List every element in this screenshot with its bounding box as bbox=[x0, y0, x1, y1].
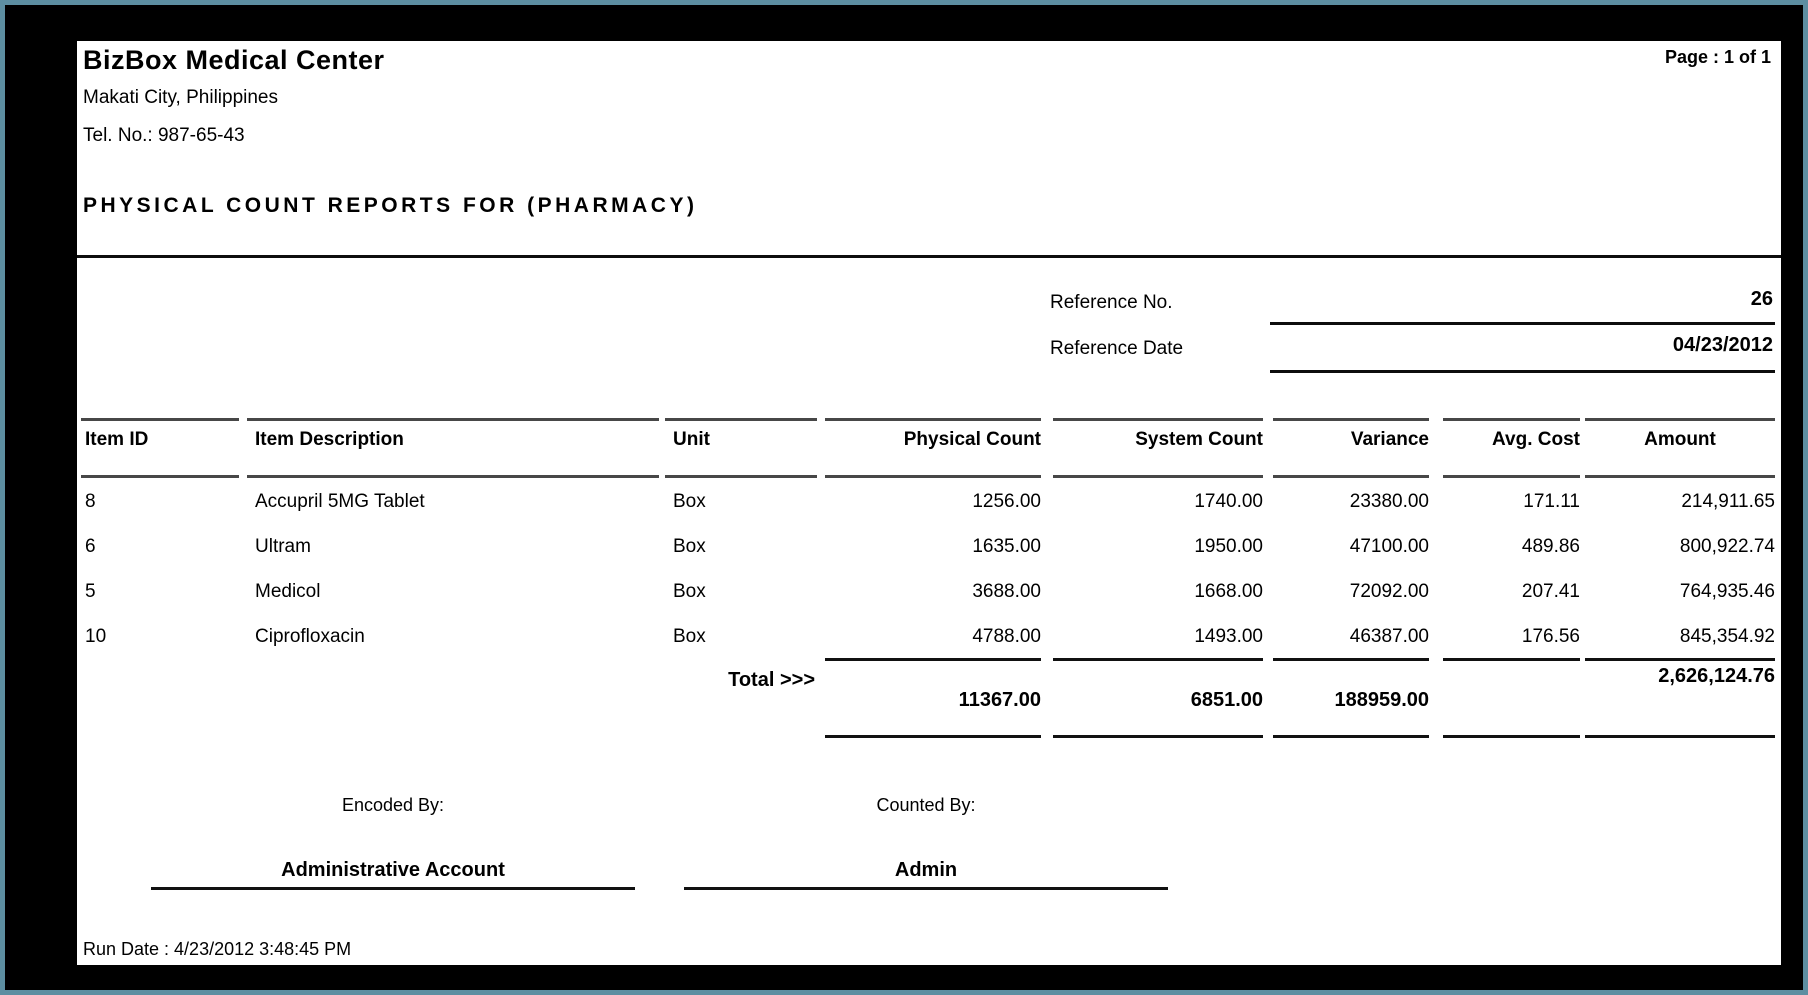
cell-system-count: 1668.00 bbox=[1194, 581, 1263, 602]
rule-segment bbox=[1053, 475, 1263, 478]
title-rule bbox=[77, 255, 1781, 258]
cell-amount: 214,911.65 bbox=[1681, 491, 1775, 512]
column-header-avg-cost: Avg. Cost bbox=[1492, 429, 1580, 450]
cell-physical-count: 4788.00 bbox=[972, 626, 1041, 647]
encoded-by-label: Encoded By: bbox=[341, 795, 445, 815]
cell-item-id: 6 bbox=[85, 536, 96, 557]
cell-item-id: 10 bbox=[85, 626, 107, 647]
report-page bbox=[77, 41, 1781, 965]
rule-segment bbox=[825, 418, 1041, 421]
column-header-unit: Unit bbox=[673, 429, 710, 450]
rule-segment bbox=[1053, 418, 1263, 421]
cell-unit: Box bbox=[673, 581, 706, 602]
rule-segment bbox=[665, 418, 817, 421]
counted-by-label: Counted By: bbox=[876, 795, 976, 815]
rule-segment bbox=[1443, 658, 1580, 661]
rule-segment bbox=[81, 418, 239, 421]
rule-segment bbox=[1273, 475, 1429, 478]
rule-segment bbox=[825, 658, 1041, 661]
cell-unit: Box bbox=[673, 626, 706, 647]
rule-segment bbox=[1585, 475, 1775, 478]
rule-segment bbox=[1273, 658, 1429, 661]
cell-variance: 72092.00 bbox=[1349, 581, 1429, 602]
cell-system-count: 1950.00 bbox=[1194, 536, 1263, 557]
rule-segment bbox=[1585, 735, 1775, 738]
rule-segment bbox=[1443, 735, 1580, 738]
cell-amount: 845,354.92 bbox=[1679, 626, 1775, 647]
rule-segment bbox=[1273, 418, 1429, 421]
column-header-amount: Amount bbox=[1644, 429, 1716, 450]
reference-date-value: 04/23/2012 bbox=[1672, 334, 1773, 356]
rule-segment bbox=[1585, 658, 1775, 661]
cell-system-count: 1493.00 bbox=[1194, 626, 1263, 647]
cell-item-id: 8 bbox=[85, 491, 96, 512]
column-header-item-id: Item ID bbox=[85, 429, 149, 450]
reference-date-label: Reference Date bbox=[1050, 338, 1184, 359]
table-row bbox=[77, 536, 1781, 564]
cell-avg-cost: 489.86 bbox=[1521, 536, 1580, 557]
cell-description: Medicol bbox=[255, 581, 321, 602]
rule-segment bbox=[1053, 735, 1263, 738]
table-row bbox=[77, 626, 1781, 654]
cell-avg-cost: 176.56 bbox=[1521, 626, 1580, 647]
report-title: PHYSICAL COUNT REPORTS FOR (PHARMACY) bbox=[83, 194, 698, 217]
cell-description: Ciprofloxacin bbox=[255, 626, 365, 647]
cell-physical-count: 3688.00 bbox=[972, 581, 1041, 602]
reference-no-value: 26 bbox=[1750, 288, 1773, 310]
cell-variance: 23380.00 bbox=[1349, 491, 1429, 512]
reference-no-label: Reference No. bbox=[1050, 292, 1173, 313]
total-amount: 2,626,124.76 bbox=[1658, 665, 1775, 687]
rule-segment bbox=[1053, 658, 1263, 661]
rule-segment bbox=[825, 475, 1041, 478]
column-header-physical-count: Physical Count bbox=[903, 429, 1041, 450]
cell-avg-cost: 171.11 bbox=[1523, 491, 1580, 512]
cell-amount: 764,935.46 bbox=[1679, 581, 1775, 602]
table-row bbox=[77, 581, 1781, 609]
total-system-count: 6851.00 bbox=[1190, 689, 1263, 711]
counted-by-name: Admin bbox=[894, 859, 958, 881]
rule-segment bbox=[1273, 735, 1429, 738]
column-header-system-count: System Count bbox=[1135, 429, 1263, 450]
facility-name: BizBox Medical Center bbox=[83, 45, 385, 75]
column-header-description: Item Description bbox=[255, 429, 404, 450]
cell-description: Accupril 5MG Tablet bbox=[255, 491, 425, 512]
run-date: Run Date : 4/23/2012 3:48:45 PM bbox=[83, 939, 352, 959]
table-total-row bbox=[77, 663, 1781, 735]
cell-avg-cost: 207.41 bbox=[1521, 581, 1580, 602]
cell-system-count: 1740.00 bbox=[1194, 491, 1263, 512]
facility-phone: Tel. No.: 987-65-43 bbox=[83, 125, 245, 146]
rule-segment bbox=[665, 475, 817, 478]
rule-segment bbox=[1443, 475, 1580, 478]
facility-address: Makati City, Philippines bbox=[83, 87, 279, 108]
cell-variance: 47100.00 bbox=[1349, 536, 1429, 557]
rule-segment bbox=[1443, 418, 1580, 421]
counted-by-signature-line bbox=[684, 887, 1168, 890]
cell-amount: 800,922.74 bbox=[1679, 536, 1775, 557]
cell-item-id: 5 bbox=[85, 581, 96, 602]
encoded-by-name: Administrative Account bbox=[281, 859, 505, 881]
rule-segment bbox=[247, 418, 659, 421]
rule-segment bbox=[81, 475, 239, 478]
cell-physical-count: 1256.00 bbox=[972, 491, 1041, 512]
table-row bbox=[77, 491, 1781, 519]
reference-no-rule bbox=[1270, 322, 1775, 325]
total-label: Total >>> bbox=[728, 669, 815, 691]
table-header-row bbox=[77, 429, 1781, 457]
cell-variance: 46387.00 bbox=[1349, 626, 1429, 647]
cell-description: Ultram bbox=[255, 536, 311, 557]
encoded-by-signature-line bbox=[151, 887, 635, 890]
rule-segment bbox=[1585, 418, 1775, 421]
cell-physical-count: 1635.00 bbox=[972, 536, 1041, 557]
column-header-variance: Variance bbox=[1350, 429, 1429, 450]
cell-unit: Box bbox=[673, 536, 706, 557]
page-indicator: Page : 1 of 1 bbox=[1664, 47, 1771, 67]
cell-unit: Box bbox=[673, 491, 706, 512]
rule-segment bbox=[247, 475, 659, 478]
total-variance: 188959.00 bbox=[1334, 689, 1429, 711]
total-physical-count: 11367.00 bbox=[958, 689, 1041, 711]
reference-date-rule bbox=[1270, 370, 1775, 373]
rule-segment bbox=[825, 735, 1041, 738]
